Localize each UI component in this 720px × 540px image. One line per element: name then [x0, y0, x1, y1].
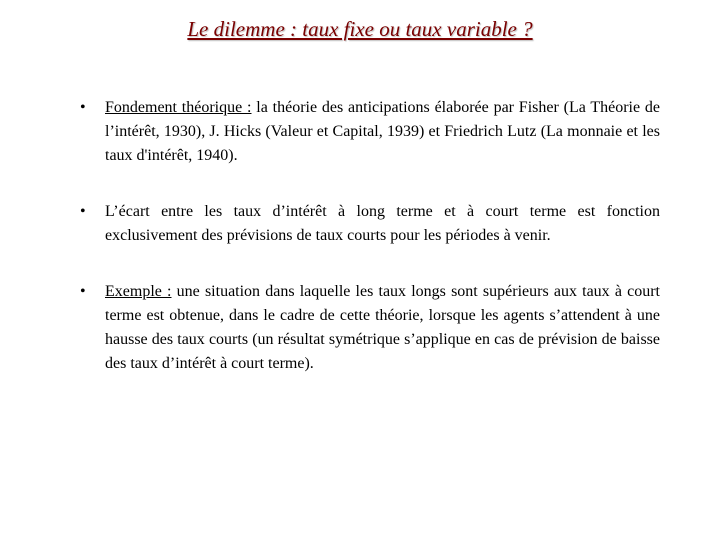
bullet-text: L’écart entre les taux d’intérêt à long terme et à court terme est fonction exclusivement des prévisions de taux courts pour les périodes à venir. [105, 203, 660, 244]
bullet-item-rate-spread [80, 200, 660, 248]
bullet-text: une situation dans laquelle les taux longs sont supérieurs aux taux à court terme est obtenue, dans le cadre de cette théorie, lorsque les agents s’attendent à une hausse des taux courts (un résultat symétrique s’applique en cas de prévision de baisse des taux d’intérêt à court terme). [105, 283, 661, 372]
slide-title: Le dilemme : taux fixe ou taux variable ? [187, 17, 533, 41]
bullet-item-theoretical-basis [80, 96, 660, 168]
bullet-icon: • [80, 203, 86, 220]
bullet-lead: Exemple : [105, 283, 172, 300]
bullet-icon: • [80, 283, 86, 300]
bullet-list [80, 96, 660, 376]
bullet-icon: • [80, 99, 86, 116]
bullet-text: la théorie des anticipations élaborée par Fisher (La Théorie de l’intérêt, 1930), J. Hicks (Valeur et Capital, 1939) et Friedrich Lutz (La monnaie et les taux d'intérêt, 1940). [105, 99, 660, 164]
bullet-lead: Fondement théorique : [105, 99, 252, 116]
bullet-item-example [80, 280, 660, 376]
